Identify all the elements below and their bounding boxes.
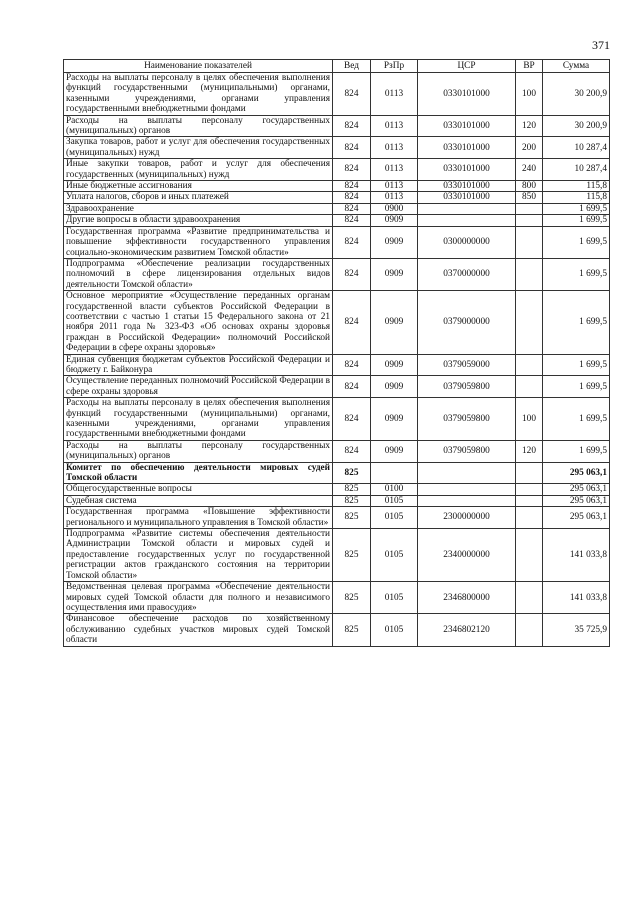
cell-ved: 824: [333, 258, 371, 290]
cell-rzpr: 0900: [371, 203, 418, 214]
cell-name: Комитет по обеспечению деятельности мировых судей Томской области: [64, 462, 333, 484]
cell-csr: [418, 203, 516, 214]
cell-vr: 100: [516, 73, 543, 116]
cell-ved: 824: [333, 215, 371, 226]
cell-sum: 1 699,5: [543, 354, 610, 376]
cell-sum: 30 200,9: [543, 73, 610, 116]
cell-csr: 0330101000: [418, 192, 516, 203]
cell-rzpr: [371, 462, 418, 484]
cell-ved: 824: [333, 137, 371, 159]
header-ved: Вед: [333, 60, 371, 73]
cell-csr: 0330101000: [418, 159, 516, 181]
cell-vr: 200: [516, 137, 543, 159]
cell-csr: [418, 495, 516, 506]
cell-rzpr: 0113: [371, 115, 418, 137]
cell-sum: 1 699,5: [543, 398, 610, 441]
cell-csr: 0330101000: [418, 181, 516, 192]
cell-rzpr: 0105: [371, 529, 418, 582]
cell-ved: 824: [333, 291, 371, 354]
cell-rzpr: 0909: [371, 258, 418, 290]
cell-ved: 825: [333, 529, 371, 582]
cell-ved: 824: [333, 398, 371, 441]
cell-sum: 10 287,4: [543, 159, 610, 181]
table-row: [64, 73, 610, 116]
cell-name: Иные закупки товаров, работ и услуг для обеспечения государственных (муниципальных) нужд: [64, 159, 333, 181]
cell-name: Другие вопросы в области здравоохранения: [64, 215, 333, 226]
cell-name: Подпрограмма «Развитие системы обеспечения деятельности Администрации Томской области и мировых судей и предоставление государственных услуг по государственной регистрации актов гражданского состояния на территории Томской области»: [64, 529, 333, 582]
cell-sum: 295 063,1: [543, 507, 610, 529]
cell-vr: [516, 226, 543, 258]
cell-csr: 0379059800: [418, 440, 516, 462]
cell-sum: 115,8: [543, 192, 610, 203]
cell-ved: 825: [333, 614, 371, 646]
table-row: [64, 495, 610, 506]
cell-vr: [516, 354, 543, 376]
cell-ved: 825: [333, 484, 371, 495]
cell-vr: 800: [516, 181, 543, 192]
cell-ved: 824: [333, 159, 371, 181]
cell-ved: 825: [333, 507, 371, 529]
cell-csr: [418, 215, 516, 226]
cell-vr: 100: [516, 398, 543, 441]
cell-name: Общегосударственные вопросы: [64, 484, 333, 495]
cell-rzpr: 0113: [371, 137, 418, 159]
cell-vr: 240: [516, 159, 543, 181]
cell-rzpr: 0105: [371, 507, 418, 529]
cell-csr: 2300000000: [418, 507, 516, 529]
cell-ved: 824: [333, 376, 371, 398]
cell-sum: 10 287,4: [543, 137, 610, 159]
cell-sum: 1 699,5: [543, 440, 610, 462]
cell-ved: 824: [333, 203, 371, 214]
cell-sum: 30 200,9: [543, 115, 610, 137]
table-row: [64, 258, 610, 290]
cell-name: Расходы на выплаты персоналу в целях обеспечения выполнения функций государственными (муниципальными) органами, казенными учреждениями, органами управления государственными внебюджетными фондами: [64, 73, 333, 116]
cell-name: Единая субвенция бюджетам субъектов Российской Федерации и бюджету г. Байконура: [64, 354, 333, 376]
cell-name: Государственная программа «Развитие предпринимательства и повышение эффективности государственного управления социально-экономическим развитием Томской области»: [64, 226, 333, 258]
cell-name: Закупка товаров, работ и услуг для обеспечения государственных (муниципальных) нужд: [64, 137, 333, 159]
cell-csr: 0330101000: [418, 137, 516, 159]
cell-vr: [516, 376, 543, 398]
cell-name: Судебная система: [64, 495, 333, 506]
cell-sum: 1 699,5: [543, 203, 610, 214]
table-row: [64, 462, 610, 484]
cell-name: Государственная программа «Повышение эффективности регионального и муниципального управления в Томской области»: [64, 507, 333, 529]
cell-name: Подпрограмма «Обеспечение реализации государственных полномочий в сфере лицензирования отдельных видов деятельности Томской области»: [64, 258, 333, 290]
cell-rzpr: 0909: [371, 376, 418, 398]
cell-rzpr: 0105: [371, 614, 418, 646]
table-row: [64, 215, 610, 226]
table-row: [64, 192, 610, 203]
cell-rzpr: 0909: [371, 398, 418, 441]
cell-rzpr: 0909: [371, 440, 418, 462]
cell-name: Финансовое обеспечение расходов по хозяйственному обслуживанию судебных участков мировых судей Томской области: [64, 614, 333, 646]
cell-csr: 0330101000: [418, 73, 516, 116]
cell-csr: 0379059800: [418, 376, 516, 398]
cell-name: Расходы на выплаты персоналу в целях обеспечения выполнения функций государственными (муниципальными) органами, казенными учреждениями, органами управления государственными внебюджетными фондами: [64, 398, 333, 441]
cell-name: Осуществление переданных полномочий Российской Федерации в сфере охраны здоровья: [64, 376, 333, 398]
cell-csr: [418, 462, 516, 484]
cell-sum: 1 699,5: [543, 376, 610, 398]
cell-name: Здравоохранение: [64, 203, 333, 214]
table-row: [64, 398, 610, 441]
table-row: [64, 614, 610, 646]
table-row: [64, 484, 610, 495]
cell-name: Расходы на выплаты персоналу государственных (муниципальных) органов: [64, 440, 333, 462]
cell-ved: 824: [333, 192, 371, 203]
cell-rzpr: 0113: [371, 192, 418, 203]
cell-vr: 120: [516, 440, 543, 462]
cell-sum: 295 063,1: [543, 462, 610, 484]
cell-rzpr: 0909: [371, 291, 418, 354]
cell-csr: 2340000000: [418, 529, 516, 582]
cell-sum: 35 725,9: [543, 614, 610, 646]
table-row: [64, 181, 610, 192]
table-row: [64, 159, 610, 181]
cell-rzpr: 0100: [371, 484, 418, 495]
cell-name: Расходы на выплаты персоналу государственных (муниципальных) органов: [64, 115, 333, 137]
cell-ved: 824: [333, 181, 371, 192]
cell-csr: 2346800000: [418, 582, 516, 614]
cell-sum: 115,8: [543, 181, 610, 192]
cell-ved: 824: [333, 115, 371, 137]
cell-csr: 0379059000: [418, 354, 516, 376]
header-rzpr: РзПр: [371, 60, 418, 73]
cell-vr: [516, 215, 543, 226]
budget-table: [63, 59, 610, 647]
table-row: [64, 440, 610, 462]
cell-rzpr: 0909: [371, 354, 418, 376]
cell-vr: [516, 614, 543, 646]
cell-sum: 1 699,5: [543, 258, 610, 290]
cell-ved: 824: [333, 440, 371, 462]
cell-sum: 1 699,5: [543, 226, 610, 258]
cell-csr: [418, 484, 516, 495]
cell-vr: [516, 495, 543, 506]
table-row: [64, 529, 610, 582]
cell-vr: [516, 507, 543, 529]
cell-csr: 2346802120: [418, 614, 516, 646]
cell-ved: 824: [333, 73, 371, 116]
cell-sum: 141 033,8: [543, 529, 610, 582]
table-header-row: [64, 60, 610, 73]
cell-sum: 141 033,8: [543, 582, 610, 614]
cell-sum: 295 063,1: [543, 495, 610, 506]
header-name: Наименование показателей: [64, 60, 333, 73]
cell-sum: 295 063,1: [543, 484, 610, 495]
cell-rzpr: 0113: [371, 159, 418, 181]
cell-name: Ведомственная целевая программа «Обеспечение деятельности мировых судей Томской области для полного и независимого осуществления ими правосудия»: [64, 582, 333, 614]
cell-vr: [516, 582, 543, 614]
header-sum: Сумма: [543, 60, 610, 73]
cell-rzpr: 0909: [371, 215, 418, 226]
cell-csr: 0379000000: [418, 291, 516, 354]
table-row: [64, 203, 610, 214]
cell-ved: 825: [333, 462, 371, 484]
cell-vr: [516, 484, 543, 495]
cell-rzpr: 0113: [371, 73, 418, 116]
cell-vr: [516, 462, 543, 484]
cell-csr: 0379059800: [418, 398, 516, 441]
cell-name: Иные бюджетные ассигнования: [64, 181, 333, 192]
cell-ved: 824: [333, 354, 371, 376]
cell-vr: [516, 291, 543, 354]
header-csr: ЦСР: [418, 60, 516, 73]
cell-vr: 120: [516, 115, 543, 137]
cell-name: Уплата налогов, сборов и иных платежей: [64, 192, 333, 203]
table-row: [64, 507, 610, 529]
cell-ved: 825: [333, 495, 371, 506]
cell-rzpr: 0113: [371, 181, 418, 192]
cell-vr: [516, 529, 543, 582]
table-row: [64, 115, 610, 137]
cell-rzpr: 0909: [371, 226, 418, 258]
cell-sum: 1 699,5: [543, 215, 610, 226]
table-row: [64, 354, 610, 376]
cell-rzpr: 0105: [371, 582, 418, 614]
table-row: [64, 582, 610, 614]
table-row: [64, 137, 610, 159]
cell-vr: [516, 203, 543, 214]
cell-csr: 0370000000: [418, 258, 516, 290]
cell-sum: 1 699,5: [543, 291, 610, 354]
table-row: [64, 376, 610, 398]
cell-vr: 850: [516, 192, 543, 203]
cell-vr: [516, 258, 543, 290]
cell-ved: 825: [333, 582, 371, 614]
cell-rzpr: 0105: [371, 495, 418, 506]
cell-csr: 0300000000: [418, 226, 516, 258]
table-row: [64, 291, 610, 354]
cell-ved: 824: [333, 226, 371, 258]
header-vr: ВР: [516, 60, 543, 73]
cell-name: Основное мероприятие «Осуществление переданных органам государственной власти субъектов Российской Федерации в соответствии с частью 1 статьи 15 Федерального закона от 21 ноября 2011 года № 323-ФЗ «Об основах охраны здоровья граждан в Российской Федерации» полномочий Российской Федерации в сфере охраны здоровья»: [64, 291, 333, 354]
table-row: [64, 226, 610, 258]
cell-csr: 0330101000: [418, 115, 516, 137]
page-number: 371: [592, 38, 610, 52]
